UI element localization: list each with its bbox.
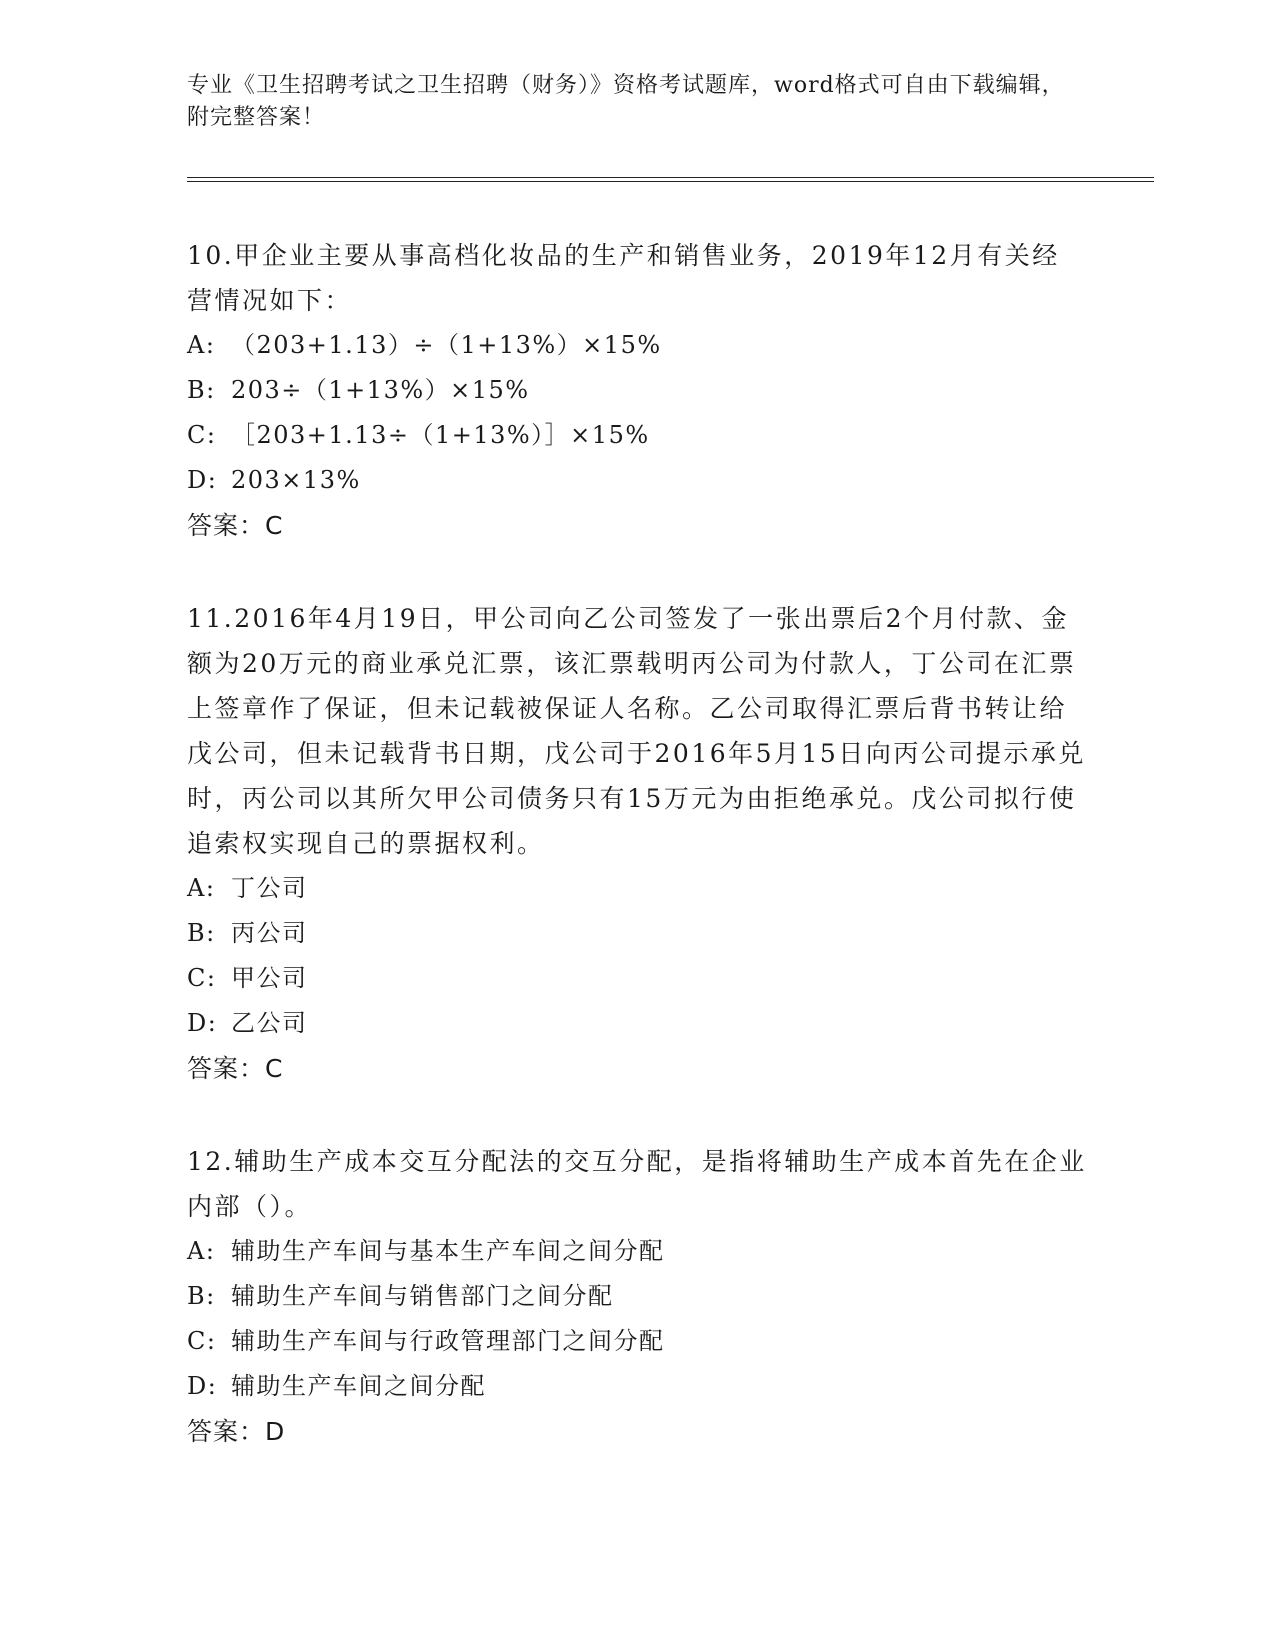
option-text: 甲公司 xyxy=(231,964,308,992)
option-b xyxy=(187,911,1087,956)
option-letter: B: xyxy=(187,1282,216,1310)
answer-line: 答案：C xyxy=(187,1054,284,1083)
option-c xyxy=(187,1319,1087,1364)
option-letter: D: xyxy=(187,1372,218,1400)
option-letter: A: xyxy=(187,331,216,359)
answer-line: 答案：D xyxy=(187,1417,286,1446)
option-text: 丙公司 xyxy=(231,919,308,947)
option-d xyxy=(187,1001,1087,1046)
option-letter: C: xyxy=(187,421,217,449)
option-b xyxy=(187,1274,1087,1319)
option-a xyxy=(187,323,1087,368)
option-letter: D: xyxy=(187,466,218,494)
option-text: 辅助生产车间与销售部门之间分配 xyxy=(231,1282,614,1310)
option-text: 丁公司 xyxy=(231,874,308,902)
option-a xyxy=(187,866,1087,911)
question-10 xyxy=(187,233,1087,548)
option-letter: B: xyxy=(187,376,216,404)
question-stem: 11.2016年4月19日，甲公司向乙公司签发了一张出票后2个月付款、金额为20万元的商业承兑汇票，该汇票载明丙公司为付款人，丁公司在汇票上签章作了保证，但未记载被保证人名称。乙公司取得汇票后背书转让给戊公司，但未记载背书日期，戊公司于2016年5月15日向丙公司提示承兑时，丙公司以其所欠甲公司债务只有15万元为由拒绝承兑。戊公司拟行使追索权实现自己的票据权利。 xyxy=(187,604,1086,858)
option-d xyxy=(187,1364,1087,1409)
question-stem: 10.甲企业主要从事高档化妆品的生产和销售业务，2019年12月有关经营情况如下： xyxy=(187,241,1060,315)
option-letter: A: xyxy=(187,1237,216,1265)
option-c xyxy=(187,956,1087,1001)
option-b xyxy=(187,368,1087,413)
question-stem: 12.辅助生产成本交互分配法的交互分配，是指将辅助生产成本首先在企业内部（）。 xyxy=(187,1147,1087,1221)
header-divider xyxy=(187,177,1154,182)
question-12 xyxy=(187,1139,1087,1454)
option-letter: C: xyxy=(187,1327,217,1355)
option-text: 乙公司 xyxy=(231,1009,308,1037)
option-c xyxy=(187,413,1087,458)
option-d xyxy=(187,458,1087,503)
option-letter: C: xyxy=(187,964,217,992)
option-text: 辅助生产车间与基本生产车间之间分配 xyxy=(231,1237,665,1265)
option-letter: A: xyxy=(187,874,216,902)
option-a xyxy=(187,1229,1087,1274)
option-text: （203+1.13）÷（1+13%）×15% xyxy=(231,331,662,359)
option-text: 203×13% xyxy=(231,466,361,494)
question-11 xyxy=(187,596,1087,1091)
answer-line: 答案：C xyxy=(187,511,284,540)
option-text: 辅助生产车间与行政管理部门之间分配 xyxy=(231,1327,665,1355)
option-letter: D: xyxy=(187,1009,218,1037)
option-text: 203÷（1+13%）×15% xyxy=(231,376,530,404)
option-letter: B: xyxy=(187,919,216,947)
option-text: ［203+1.13÷（1+13%）］×15% xyxy=(231,421,650,449)
option-text: 辅助生产车间之间分配 xyxy=(231,1372,486,1400)
document-header: 专业《卫生招聘考试之卫生招聘（财务）》资格考试题库，word格式可自由下载编辑，附完整答案！ xyxy=(187,73,1065,130)
